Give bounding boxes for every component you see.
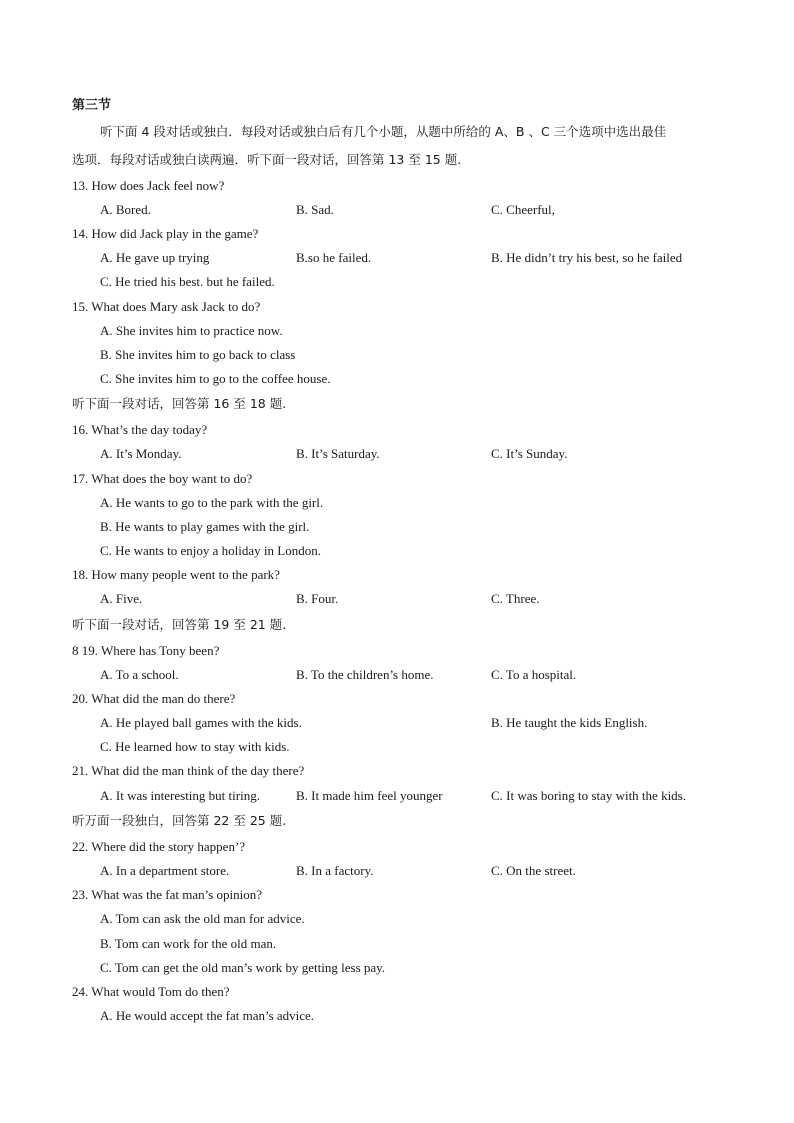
q21-option-b: B. It made him feel younger [296, 788, 443, 803]
q17-option-b: B. He wants to play games with the girl. [100, 519, 310, 534]
question-24: 24. What would Tom do then? [72, 984, 230, 999]
q13-option-b: B. Sad. [296, 202, 334, 217]
monologue-4-intro: 听万面一段独白，回答第 22 至 25 题. [72, 813, 287, 828]
question-19: 8 19. Where has Tony been? [72, 643, 220, 658]
q13-option-a: A. Bored. [100, 202, 151, 217]
instructions-line-1: 听下面 4 段对话或独白．每段对话或独白后有几个小题，从题中所给的 A、B 、C 三个选项中选出最佳 [100, 124, 667, 139]
q13-option-c: C. Cheerful, [491, 202, 555, 217]
q15-option-c: C. She invites him to go to the coffee house. [100, 371, 331, 386]
question-16: 16. What’s the day today? [72, 422, 208, 437]
q14-option-a: A. He gave up trying [100, 250, 210, 265]
q16-option-c: C. It’s Sunday. [491, 446, 568, 461]
q15-option-b: B. She invites him to go back to class [100, 347, 296, 362]
q14-option-d: C. He tried his best. but he failed. [100, 274, 275, 289]
q24-option-a: A. He would accept the fat man’s advice. [100, 1008, 315, 1023]
question-20: 20. What did the man do there? [72, 691, 236, 706]
section-title: 第三节 [72, 98, 112, 113]
q18-option-b: B. Four. [296, 591, 339, 606]
dialog-3-intro: 听下面一段对话，回答第 19 至 21 题. [72, 617, 287, 632]
q22-option-a: A. In a department store. [100, 863, 230, 878]
question-21: 21. What did the man think of the day there? [72, 763, 305, 778]
q19-option-c: C. To a hospital. [491, 667, 577, 682]
q23-option-b: B. Tom can work for the old man. [100, 936, 277, 951]
q14-option-c: B. He didn’t try his best, so he failed [491, 250, 683, 265]
q16-option-b: B. It’s Saturday. [296, 446, 380, 461]
question-18: 18. How many people went to the park? [72, 567, 280, 582]
question-15: 15. What does Mary ask Jack to do? [72, 299, 261, 314]
q19-option-b: B. To the children’s home. [296, 667, 434, 682]
q21-option-c: C. It was boring to stay with the kids. [491, 788, 686, 803]
question-14: 14. How did Jack play in the game? [72, 226, 259, 241]
q23-option-a: A. Tom can ask the old man for advice. [100, 911, 305, 926]
question-22: 22. Where did the story happen’? [72, 839, 246, 854]
instructions-line-2: 选项．每段对话或独白读两遍．听下面一段对话，回答第 13 至 15 题. [72, 152, 462, 167]
q19-option-a: A. To a school. [100, 667, 179, 682]
q20-option-c: C. He learned how to stay with kids. [100, 739, 290, 754]
q22-option-c: C. On the street. [491, 863, 576, 878]
q18-option-c: C. Three. [491, 591, 540, 606]
question-23: 23. What was the fat man’s opinion? [72, 887, 263, 902]
q23-option-c: C. Tom can get the old man’s work by getting less pay. [100, 960, 386, 975]
question-17: 17. What does the boy want to do? [72, 471, 253, 486]
q18-option-a: A. Five. [100, 591, 143, 606]
q16-option-a: A. It’s Monday. [100, 446, 182, 461]
q17-option-a: A. He wants to go to the park with the girl. [100, 495, 324, 510]
q14-option-b: B.so he failed. [296, 250, 372, 265]
dialog-2-intro: 听下面一段对话，回答第 16 至 18 题. [72, 396, 287, 411]
q21-option-a: A. It was interesting but tiring. [100, 788, 260, 803]
q20-option-b: B. He taught the kids English. [491, 715, 648, 730]
q20-option-a: A. He played ball games with the kids. [100, 715, 302, 730]
q15-option-a: A. She invites him to practice now. [100, 323, 283, 338]
q22-option-b: B. In a factory. [296, 863, 374, 878]
question-13: 13. How does Jack feel now? [72, 178, 225, 193]
q17-option-c: C. He wants to enjoy a holiday in London. [100, 543, 321, 558]
